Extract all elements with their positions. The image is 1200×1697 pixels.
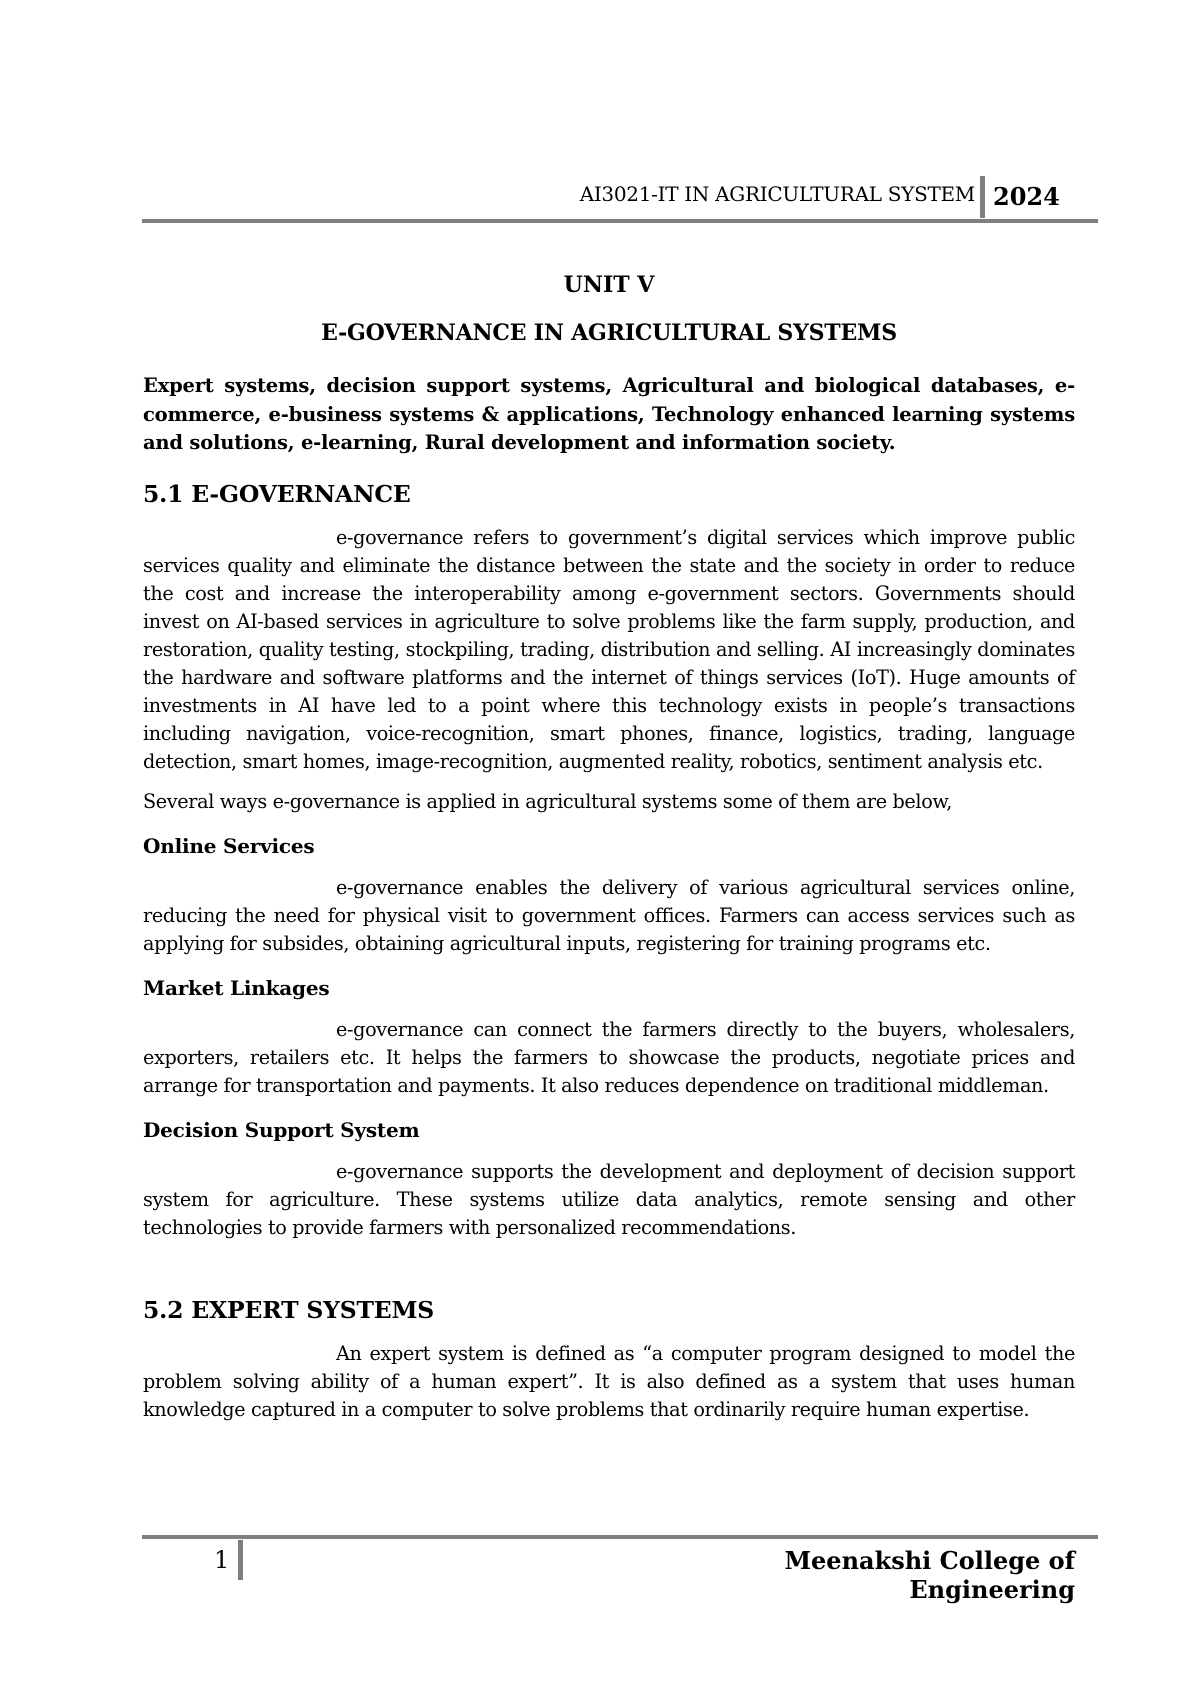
subsection-heading-market-linkages: Market Linkages [143,975,330,1000]
section-heading-egovernance: 5.1 E-GOVERNANCE [143,479,411,508]
header-course-title: AI3021-IT IN AGRICULTURAL SYSTEM [579,182,975,206]
footer-college-name: Meenakshi College of Engineering [784,1546,1075,1604]
header-separator [980,176,985,218]
syllabus-topics: Expert systems, decision support systems, Agricultural and biological databases, e-commerce, e-business systems & applications, Technology enhanced learning systems and solutions, e-learning, Rural development and information society. [143,374,1075,454]
footer-rule [142,1535,1098,1539]
header-year: 2024 [993,182,1060,211]
decision-support-paragraph: e-governance supports the development and deployment of decision support system for agriculture. These systems utilize data analytics, remote sensing and other technologies to provide farmers with personalized recommendations. [143,1159,1075,1239]
page-content [143,262,1075,1424]
footer-page-number: 1 [214,1546,230,1574]
expert-systems-intro-paragraph: An expert system is defined as “a computer program designed to model the problem solving ability of a human expert”. It is also defined as a system that uses human knowledge captured in a computer to solve problems that ordinarily require human expertise. [143,1341,1075,1421]
section-heading-expert-systems: 5.2 EXPERT SYSTEMS [143,1295,435,1324]
footer-separator [238,1540,243,1580]
subsection-heading-online-services: Online Services [143,833,315,858]
egovernance-lead-in: Several ways e-governance is applied in agricultural systems some of them are below, [143,789,952,813]
unit-label: UNIT V [563,272,655,298]
online-services-paragraph: e-governance enables the delivery of various agricultural services online, reducing the need for physical visit to government offices. Farmers can access services such as applying for subsides, obtaining agricultural inputs, registering for training programs etc. [143,875,1075,955]
header-rule [142,219,1098,223]
market-linkages-paragraph: e-governance can connect the farmers directly to the buyers, wholesalers, exporters, retailers etc. It helps the farmers to showcase the products, negotiate prices and arrange for transportation and payments. It also reduces dependence on traditional middleman. [143,1017,1075,1097]
egovernance-intro-paragraph: e-governance refers to government’s digital services which improve public services quality and eliminate the distance between the state and the society in order to reduce the cost and increase the interoperability among e-government sectors. Governments should invest on AI-based services in agriculture to solve problems like the farm supply, production, and restoration, quality testing, stockpiling, trading, distribution and selling. AI increasingly dominates the hardware and software platforms and the internet of things services (IoT). Huge amounts of investments in AI have led to a point where this technology exists in people’s transactions including navigation, voice-recognition, smart phones, finance, logistics, trading, language detection, smart homes, image-recognition, augmented reality, robotics, sentiment analysis etc. [143,525,1075,773]
chapter-title: E-GOVERNANCE IN AGRICULTURAL SYSTEMS [321,320,897,346]
section-spacer [143,1242,1075,1296]
subsection-heading-decision-support: Decision Support System [143,1117,420,1142]
